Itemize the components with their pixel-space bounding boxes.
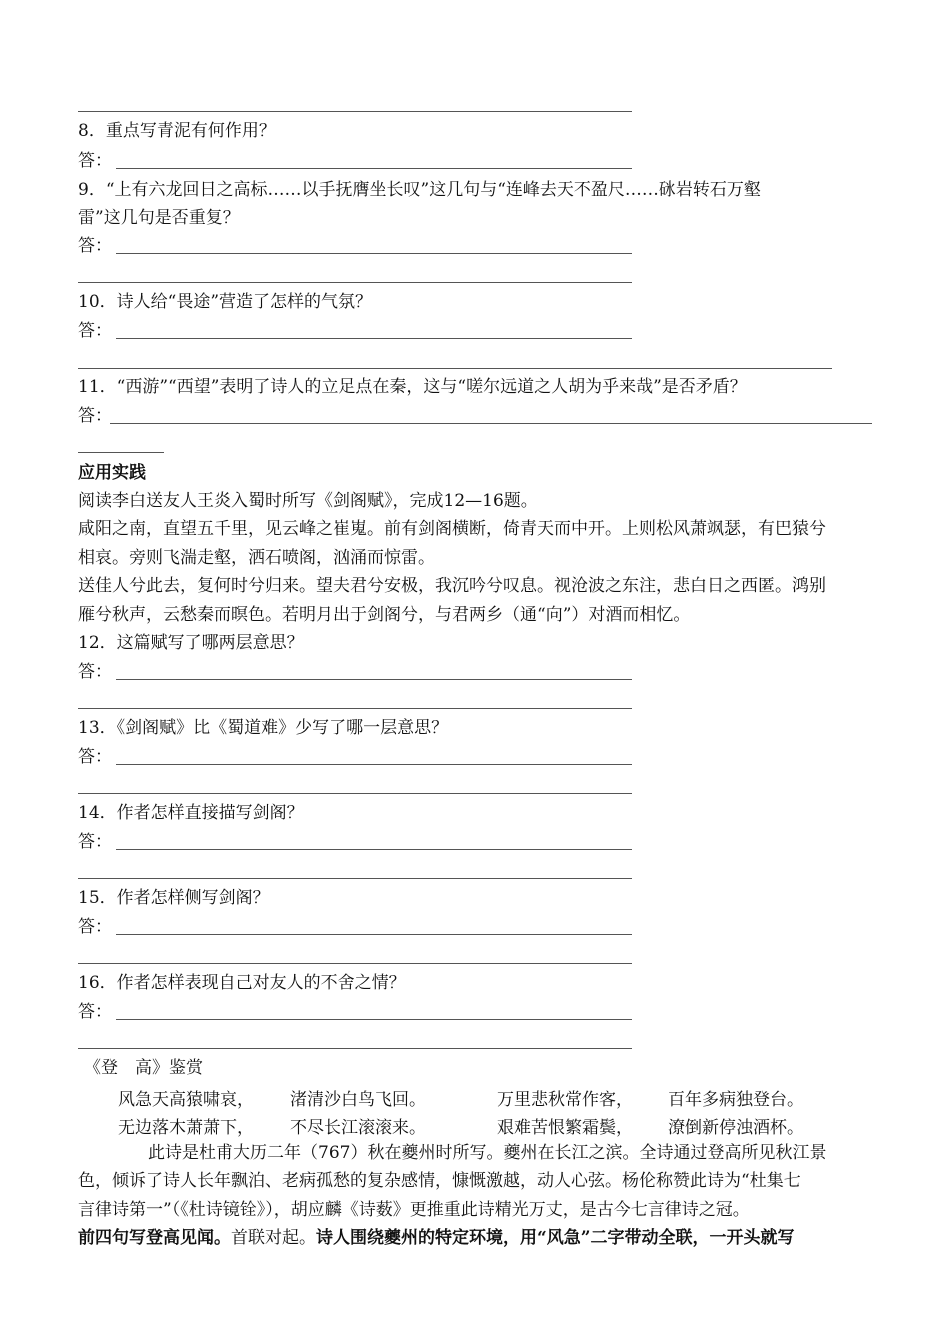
answer-label: 答： xyxy=(78,151,112,171)
poem-verse: 潦倒新停浊酒杯。 xyxy=(668,1118,804,1138)
answer-line xyxy=(116,253,632,254)
answer-label: 答： xyxy=(78,662,112,682)
answer-label: 答： xyxy=(78,1002,112,1022)
commentary-line-1: 此诗是杜甫大历二年（767）秋在夔州时所写。夔州在长江之滨。全诗通过登高所见秋江景 xyxy=(148,1143,827,1163)
answer-line xyxy=(116,168,632,169)
question-15: 15．作者怎样侧写剑阁？ xyxy=(78,888,270,908)
answer-line xyxy=(116,764,632,765)
answer-line xyxy=(116,1019,632,1020)
passage-paragraph-1-line-2: 相哀。旁则飞湍走壑，洒石喷阁，汹涌而惊雷。 xyxy=(78,548,435,568)
answer-line xyxy=(78,368,832,369)
question-13: 13．《剑阁赋》比《蜀道难》少写了哪一层意思？ xyxy=(78,718,449,738)
question-10: 10．诗人给“畏途”营造了怎样的气氛？ xyxy=(78,292,373,312)
poem-verse: 百年多病独登台。 xyxy=(668,1090,804,1110)
answer-line xyxy=(78,1048,632,1049)
answer-line xyxy=(78,708,632,709)
passage-paragraph-2-line-1: 送佳人兮此去，复何时兮归来。望夫君兮安极，我沉吟兮叹息。视沧波之东注，悲白日之西匿。鸿别 xyxy=(78,576,826,596)
answer-label: 答： xyxy=(78,747,112,767)
answer-label: 答： xyxy=(78,406,112,426)
question-16: 16．作者怎样表现自己对友人的不舍之情？ xyxy=(78,973,406,993)
answer-line xyxy=(116,934,632,935)
question-12: 12．这篇赋写了哪两层意思？ xyxy=(78,633,304,653)
answer-line xyxy=(116,679,632,680)
answer-line xyxy=(78,793,632,794)
answer-label: 答： xyxy=(78,832,112,852)
answer-line xyxy=(78,878,632,879)
answer-label: 答： xyxy=(78,321,112,341)
poem-title: 《登 高》鉴赏 xyxy=(84,1058,203,1078)
poem-verse: 万里悲秋常作客， xyxy=(497,1090,633,1110)
answer-line xyxy=(116,338,632,339)
answer-line xyxy=(110,423,872,424)
answer-line xyxy=(78,452,164,453)
passage-paragraph-1-line-1: 咸阳之南，直望五千里，见云峰之崔嵬。前有剑阁横断，倚青天而中开。上则松风萧飒瑟，有巴猿兮 xyxy=(78,519,826,539)
poem-verse: 不尽长江滚滚来。 xyxy=(290,1118,426,1138)
answer-line xyxy=(78,111,632,112)
commentary-line-3: 言律诗第一”（《杜诗镜铨》），胡应麟《诗薮》更推重此诗精光万丈，是古今七言律诗之冠。 xyxy=(78,1200,750,1220)
answer-line xyxy=(78,282,632,283)
commentary-line-4 xyxy=(78,1227,795,1249)
question-9-line-2: 雷”这几句是否重复？ xyxy=(78,208,240,228)
question-14: 14．作者怎样直接描写剑阁？ xyxy=(78,803,304,823)
section-heading: 应用实践 xyxy=(78,463,146,483)
poem-verse: 无边落木萧萧下， xyxy=(118,1118,254,1138)
poem-verse: 渚清沙白鸟飞回。 xyxy=(290,1090,426,1110)
question-11: 11．“西游”“西望”表明了诗人的立足点在秦，这与“嗟尔远道之人胡为乎来哉”是否矛盾？ xyxy=(78,377,747,397)
commentary-bold-text: 前四句写登高见闻。 xyxy=(78,1228,231,1248)
answer-line xyxy=(116,849,632,850)
commentary-text: 首联对起。 xyxy=(231,1228,316,1248)
question-8: 8．重点写青泥有何作用？ xyxy=(78,121,276,141)
answer-line xyxy=(78,963,632,964)
passage-intro: 阅读李白送友人王炎入蜀时所写《剑阁赋》，完成12—16题。 xyxy=(78,491,538,511)
answer-label: 答： xyxy=(78,917,112,937)
passage-paragraph-2-line-2: 雁兮秋声，云愁秦而暝色。若明月出于剑阁兮，与君两乡（通“向”）对酒而相忆。 xyxy=(78,605,691,625)
answer-label: 答： xyxy=(78,236,112,256)
commentary-bold-text: 诗人围绕夔州的特定环境，用“风急”二字带动全联，一开头就写 xyxy=(316,1228,795,1248)
commentary-line-2: 色，倾诉了诗人长年飘泊、老病孤愁的复杂感情，慷慨激越，动人心弦。杨伦称赞此诗为“杜集七 xyxy=(78,1171,801,1191)
question-9-line-1: 9．“上有六龙回日之高标……以手抚膺坐长叹”这几句与“连峰去天不盈尺……砯岩转石万壑 xyxy=(78,180,761,200)
poem-verse: 风急天高猿啸哀， xyxy=(118,1090,254,1110)
poem-verse: 艰难苦恨繁霜鬓， xyxy=(497,1118,633,1138)
